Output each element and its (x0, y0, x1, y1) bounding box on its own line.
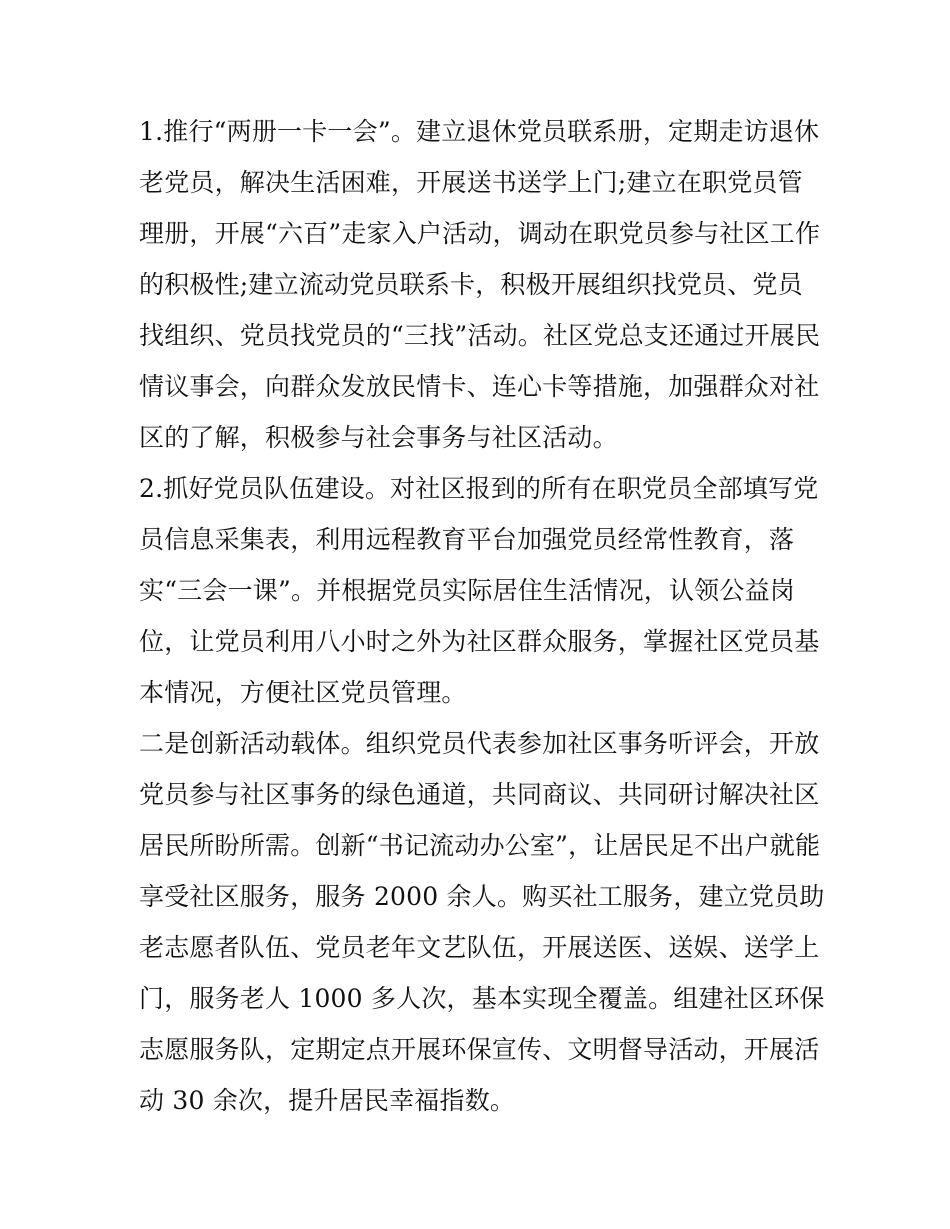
text-line: 的积极性;建立流动党员联系卡，积极开展组织找党员、党员 (139, 270, 803, 299)
text-line: 位，让党员利用八小时之外为社区群众服务，掌握社区党员基 (139, 627, 820, 656)
text-line: 情议事会，向群众发放民情卡、连心卡等措施，加强群众对社 (139, 372, 820, 401)
text-line: 1.推行“两册一卡一会”。建立退休党员联系册，定期走访退休 (139, 117, 820, 146)
text-line: 2.抓好党员队伍建设。对社区报到的所有在职党员全部填写党 (139, 474, 819, 503)
paragraph-innovation (139, 718, 825, 1126)
text-line: 享受社区服务，服务 2000 余人。购买社工服务，建立党员助 (139, 882, 825, 911)
paragraph-two-registers (139, 106, 819, 463)
text-line: 实“三会一课”。并根据党员实际居住生活情况，认领公益岗 (139, 576, 795, 605)
text-line: 门，服务老人 1000 多人次，基本实现全覆盖。组建社区环保 (139, 984, 825, 1013)
paragraph-team-building (139, 463, 819, 718)
text-line: 党员参与社区事务的绿色通道，共同商议、共同研讨解决社区 (139, 780, 820, 809)
text-line: 老党员，解决生活困难，开展送书送学上门;建立在职党员管 (139, 168, 803, 197)
text-line: 找组织、党员找党员的“三找”活动。社区党总支还通过开展民 (139, 321, 821, 350)
text-line: 二是创新活动载体。组织党员代表参加社区事务听评会，开放 (139, 729, 820, 758)
text-line: 动 30 余次，提升居民幸福指数。 (139, 1086, 516, 1115)
text-line: 区的了解，积极参与社会事务与社区活动。 (139, 423, 618, 452)
text-line: 老志愿者队伍、党员老年文艺队伍，开展送医、送娱、送学上 (139, 933, 820, 962)
text-line: 本情况，方便社区党员管理。 (139, 678, 467, 707)
text-line: 理册，开展“六百”走家入户活动，调动在职党员参与社区工作 (139, 219, 821, 248)
document-body (139, 106, 825, 1126)
text-line: 居民所盼所需。创新“书记流动办公室”，让居民足不出户就能 (139, 831, 821, 860)
text-line: 志愿服务队，定期定点开展环保宣传、文明督导活动，开展活 (139, 1035, 820, 1064)
text-line: 员信息采集表，利用远程教育平台加强党员经常性教育，落 (139, 525, 795, 554)
